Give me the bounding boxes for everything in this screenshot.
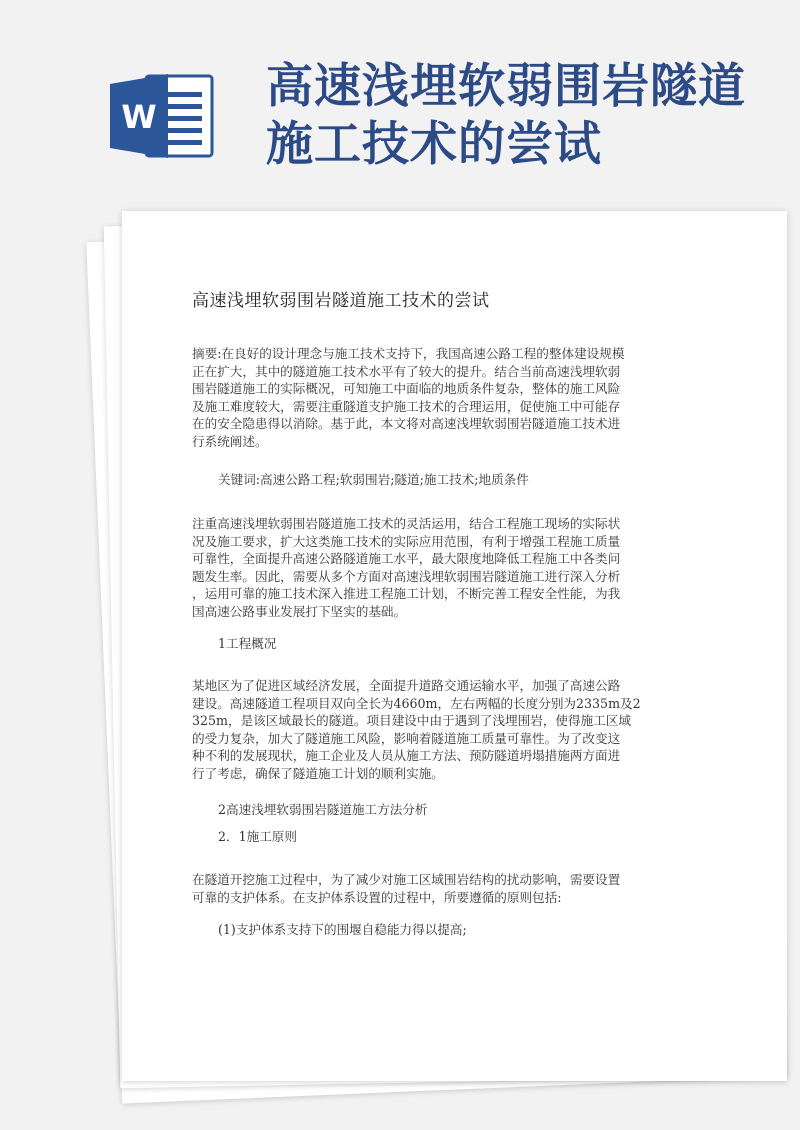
intro-line: 况及施工要求，扩大这类施工技术的实际应用范围，有利于增强工程施工质量 <box>192 533 621 549</box>
intro-line: 可靠性，全面提升高速公路隧道施工水平，最大限度地降低工程施工中各类问 <box>192 551 621 567</box>
section-2-1-heading: 2．1施工原则 <box>218 829 297 844</box>
section-2-1-line: 可靠的支护体系。在支护体系设置的过程中，所要遵循的原则包括: <box>192 889 562 905</box>
section-1-line: 的受力复杂，加大了隧道施工风险，影响着隧道施工质量可靠性。为了改变这 <box>192 730 621 746</box>
abstract-line: 围岩隧道施工的实际概况，可知施工中面临的地质条件复杂，整体的施工风险 <box>192 381 621 397</box>
section-2-1-paragraph <box>192 871 722 906</box>
section-1-line: 行了考虑，确保了隧道施工计划的顺利实施。 <box>192 765 444 781</box>
paper-sheet-front <box>122 211 787 1081</box>
section-1-line: 325m，是该区域最长的隧道。项目建设中由于遇到了浅埋围岩，使得施工区域 <box>192 713 631 729</box>
abstract-line: 在的安全隐患得以消除。基于此，本文将对高速浅埋软弱围岩隧道施工技术进 <box>192 416 621 432</box>
abstract-line: 正在扩大，其中的隧道施工技术水平有了较大的提升。结合当前高速浅埋软弱 <box>192 363 621 379</box>
document-title <box>266 58 786 174</box>
document-page <box>122 211 787 1081</box>
intro-line: 注重高速浅埋软弱围岩隧道施工技术的灵活运用，结合工程施工现场的实际状 <box>192 516 621 531</box>
document-title-line-1: 高速浅埋软弱围岩隧道 <box>266 59 746 114</box>
abstract-line: 及施工难度较大，需要注重隧道支护施工技术的合理运用，促使施工中可能存 <box>192 398 621 414</box>
article-title: 高速浅埋软弱围岩隧道施工技术的尝试 <box>192 291 490 311</box>
section-1-heading: 1工程概况 <box>218 636 277 651</box>
principle-item-1: (1)支护体系支持下的围堰自稳能力得以提高; <box>218 922 467 937</box>
intro-line: ，运用可靠的施工技术深入推进工程施工计划，不断完善工程安全性能，为我 <box>192 586 621 602</box>
word-icon-letter: W <box>121 98 157 136</box>
intro-line: 国高速公路事业发展打下坚实的基础。 <box>192 603 407 619</box>
section-1-paragraph <box>192 677 722 783</box>
section-2-1-line: 在隧道开挖施工过程中，为了减少对施工区域围岩结构的扰动影响，需要设置 <box>192 872 621 887</box>
section-1-line: 建设。高速隧道工程项目双向全长为4660m，左右两幅的长度分别为2335m及2 <box>192 695 641 711</box>
abstract-line: 行系统阐述。 <box>192 433 268 449</box>
keywords-line: 关键词:高速公路工程;软弱围岩;隧道;施工技术;地质条件 <box>218 472 529 487</box>
abstract-line: 摘要:在良好的设计理念与施工技术支持下，我国高速公路工程的整体建设规模 <box>192 346 625 361</box>
document-title-line-2: 施工技术的尝试 <box>266 117 602 172</box>
abstract-paragraph <box>192 345 722 451</box>
intro-paragraph <box>192 515 722 621</box>
section-2-heading: 2高速浅埋软弱围岩隧道施工方法分析 <box>218 802 428 817</box>
page-header <box>0 0 800 200</box>
word-icon <box>108 72 216 160</box>
intro-line: 题发生率。因此，需要从多个方面对高速浅埋软弱围岩隧道施工进行深入分析 <box>192 568 621 584</box>
section-1-line: 某地区为了促进区域经济发展，全面提升道路交通运输水平，加强了高速公路 <box>192 678 621 693</box>
section-1-line: 种不利的发展现状，施工企业及人员从施工方法、预防隧道坍塌措施两方面进 <box>192 748 621 764</box>
